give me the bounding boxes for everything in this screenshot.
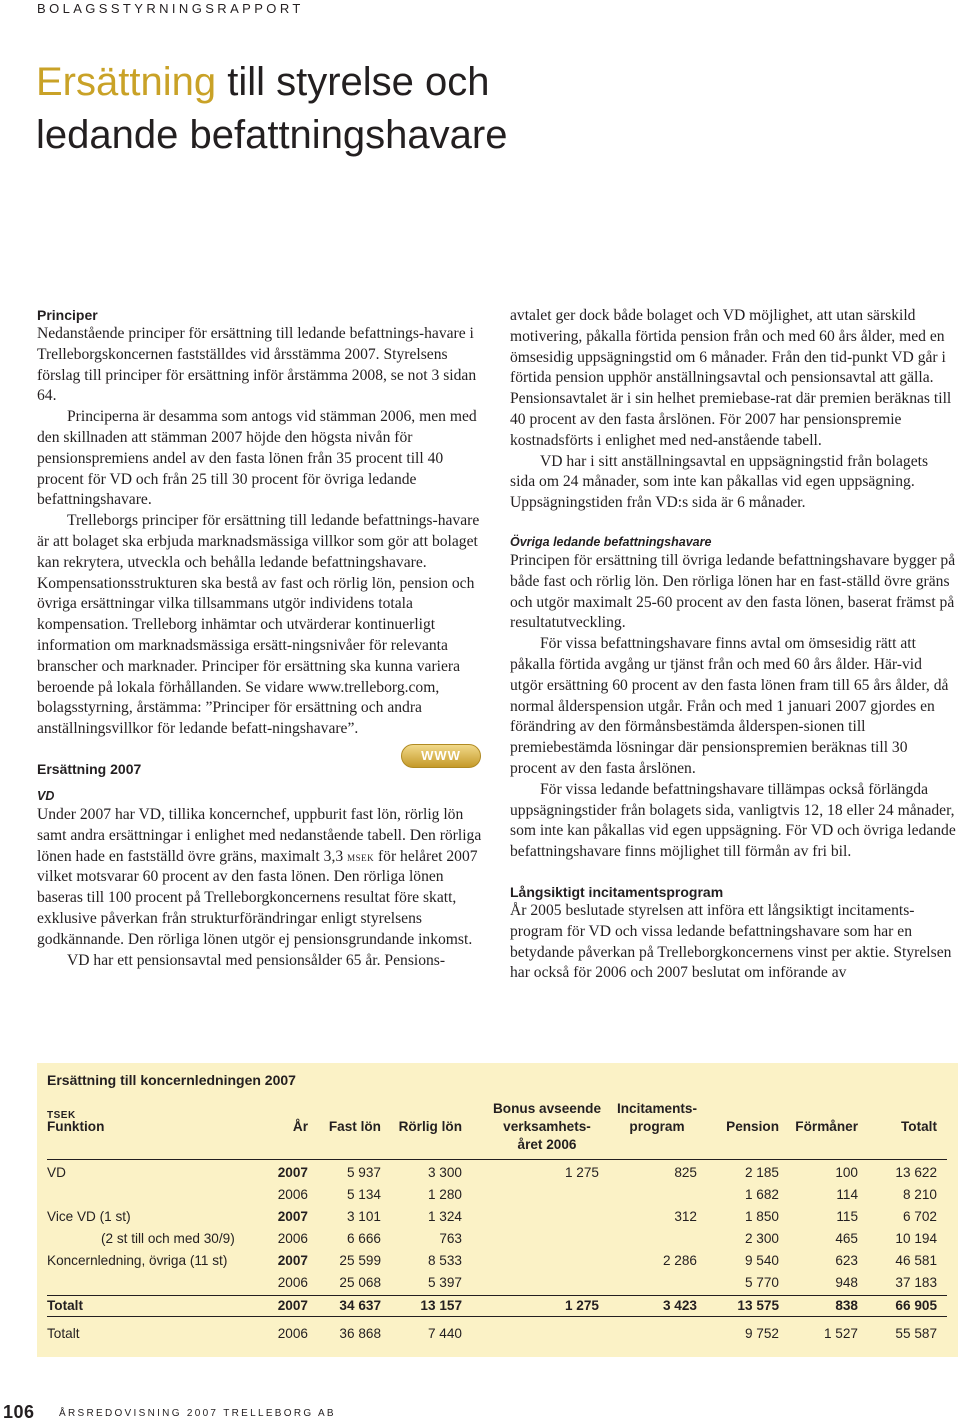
cell-totalt: 37 183 xyxy=(895,1275,937,1290)
cell-incit: 2 286 xyxy=(662,1253,697,1268)
cell-totalt: 55 587 xyxy=(895,1326,937,1341)
cell-ar: 2006 xyxy=(277,1275,308,1290)
table-title: Ersättning till koncernledningen 2007 xyxy=(47,1072,296,1088)
header-pension: Pension xyxy=(726,1119,779,1134)
cell-pension: 9 540 xyxy=(744,1253,779,1268)
cell-bonus: 1 275 xyxy=(564,1298,599,1313)
cell-pension: 13 575 xyxy=(737,1298,779,1313)
cell-rorlig: 1 280 xyxy=(427,1187,462,1202)
cell-totalt: 13 622 xyxy=(895,1165,937,1180)
cell-pension: 5 770 xyxy=(744,1275,779,1290)
cell-formaner: 623 xyxy=(835,1253,858,1268)
ersattning-2007-heading: Ersättning 2007 xyxy=(37,760,142,777)
cell-totalt: 6 702 xyxy=(902,1209,937,1224)
principer-paragraph-2: Principerna är desamma som antogs vid stämman 2006, men med den skillnaden att stämman 2007 höjde den högsta nivån för pensionspremiens andel av den fasta lönen från 35 procent till 40 procent för VD och från 25 till 30 procent för övriga ledande befattningshavare. xyxy=(37,408,477,509)
page-footer xyxy=(3,1402,336,1420)
title-line2: ledande befattningshavare xyxy=(36,113,508,157)
table-unit: TSEK xyxy=(47,1110,76,1121)
cell-rorlig: 763 xyxy=(439,1231,462,1246)
principer-paragraph-1: Nedanstående principer för ersättning till ledande befattnings-havare i Trelleborgskoncernen fastställdes vid årsstämma 2007. Styrelsens förslag till principer för ersättning inför årstämma 2008, se not 3 sidan 64. xyxy=(37,325,477,405)
header-formaner: Förmåner xyxy=(795,1119,858,1134)
cell-formaner: 465 xyxy=(835,1231,858,1246)
principer-heading: Principer xyxy=(37,307,98,323)
cell-funktion: Totalt xyxy=(47,1298,83,1313)
cell-ar: 2006 xyxy=(277,1326,308,1341)
cell-totalt: 8 210 xyxy=(902,1187,937,1202)
page-number: 106 xyxy=(3,1402,35,1420)
header-ar: År xyxy=(292,1119,308,1134)
cell-pension: 1 850 xyxy=(744,1209,779,1224)
cell-funktion: Totalt xyxy=(47,1326,80,1341)
cell-totalt: 46 581 xyxy=(895,1253,937,1268)
total-divider-bottom xyxy=(47,1316,947,1317)
vd-paragraph-1: Under 2007 har VD, tillika koncernchef, uppburit fast lön, rörlig lön samt andra ersättningar i enlighet med nedanstående tabell. Den rörliga lönen hade en fastställd övre gräns, maximalt 3,3 msek för helåret 2007 vilket motsvarar 60 procent av den fasta lönen. Den rörliga lönen baseras till 100 procent på Trelleborgkoncernens resultat före skatt, exklusive påverkan från strukturförändringar enligt styrelsens godkännande. Den rörliga lönen utgör ej pensionsgrundande inkomst. xyxy=(37,805,482,948)
cell-ar: 2007 xyxy=(277,1165,308,1180)
cell-fast: 5 134 xyxy=(346,1187,381,1202)
left-column xyxy=(37,306,483,971)
vd-paragraph-2: VD har ett pensionsavtal med pensionsålder 65 år. Pensions- xyxy=(67,951,446,969)
cell-incit: 825 xyxy=(674,1165,697,1180)
cell-rorlig: 7 440 xyxy=(427,1326,462,1341)
header-divider xyxy=(47,1159,947,1160)
cell-rorlig: 3 300 xyxy=(427,1165,462,1180)
cell-pension: 2 185 xyxy=(744,1165,779,1180)
report-section-label: BOLAGSSTYRNINGSRAPPORT xyxy=(37,1,304,16)
ovriga-paragraph-2: För vissa befattningshavare finns avtal om ömsesidig rätt att påkalla förtida avgång ur tjänst från och med 60 års ålder. Här-vid utgör ersättning 60 procent av den fasta lönen fram till 65 års ålder, då normal ålderspension utgår. Från och med 1 januari 2007 gjordes en förändring av den förmånsbestämda ålderspen-sionen till premiebestämda lösningar där pensionspremien beräknas till 30 procent av den fasta årslönen. xyxy=(510,635,949,777)
cell-ar: 2006 xyxy=(277,1187,308,1202)
ovriga-heading: Övriga ledande befattningshavare xyxy=(510,534,712,549)
title-rest-line1: till styrelse och xyxy=(216,60,490,104)
header-bonus-line2: verksamhets- xyxy=(503,1119,591,1134)
total-divider-top xyxy=(47,1295,947,1296)
cell-totalt: 66 905 xyxy=(895,1298,937,1313)
header-fast-lon: Fast lön xyxy=(328,1119,381,1134)
header-totalt: Totalt xyxy=(901,1119,937,1134)
compensation-table xyxy=(37,1063,958,1357)
cell-formaner: 115 xyxy=(836,1209,858,1224)
page-title xyxy=(36,56,736,162)
cell-fast: 25 068 xyxy=(339,1275,381,1290)
header-funktion: Funktion xyxy=(47,1119,105,1134)
cell-funktion: Koncernledning, övriga (11 st) xyxy=(47,1253,228,1268)
cell-fast: 25 599 xyxy=(339,1253,381,1268)
cell-rorlig: 1 324 xyxy=(427,1209,462,1224)
lti-heading: Långsiktigt incitamentsprogram xyxy=(510,883,724,900)
cell-incit: 312 xyxy=(674,1209,697,1224)
cell-ar: 2007 xyxy=(277,1253,308,1268)
cell-formaner: 948 xyxy=(835,1275,858,1290)
cell-formaner: 1 527 xyxy=(823,1326,858,1341)
cell-rorlig: 5 397 xyxy=(427,1275,462,1290)
header-rorlig-lon: Rörlig lön xyxy=(398,1119,462,1134)
cell-funktion: VD xyxy=(47,1165,66,1180)
cell-ar: 2007 xyxy=(277,1298,308,1313)
cell-rorlig: 8 533 xyxy=(427,1253,462,1268)
cell-rorlig: 13 157 xyxy=(420,1298,462,1313)
cell-pension: 2 300 xyxy=(744,1231,779,1246)
header-bonus-line1: Bonus avseende xyxy=(492,1101,602,1116)
ovriga-paragraph-1: Principen för ersättning till övriga ledande befattningshavare bygger på både fast och rörlig lön. Den rörliga lönen har en fast-ställd övre gräns och utgör maximalt 25-60 procent av den fasta lönen, baserat främst på resultatutveckling. xyxy=(510,551,956,632)
msek-unit: msek xyxy=(347,848,375,864)
cell-funktion: (2 st till och med 30/9) xyxy=(101,1231,235,1246)
cell-pension: 9 752 xyxy=(744,1326,779,1341)
lti-paragraph: År 2005 beslutade styrelsen att införa ett långsiktigt incitaments-program för VD och vissa ledande befattningshavare som har en betydande påverkan på Trelleborgkoncernens vinst per aktie. Styrelsen har också för 2006 och 2007 beslutat om införande av xyxy=(510,901,952,982)
cell-ar: 2006 xyxy=(277,1231,308,1246)
cell-bonus: 1 275 xyxy=(564,1165,599,1180)
ovriga-paragraph-3: För vissa ledande befattningshavare tillämpas också förlängda uppsägningstider från bolagets sida, vanligtvis 12, 18 eller 24 månader, som inte kan påkallas vid egen uppsägning. För VD och övriga ledande befattningshavare finns möjlighet till förmån av fri bil. xyxy=(510,780,956,861)
cell-formaner: 100 xyxy=(835,1165,858,1180)
cell-formaner: 838 xyxy=(835,1298,858,1313)
cell-fast: 34 637 xyxy=(339,1298,381,1313)
cell-fast: 6 666 xyxy=(346,1231,381,1246)
www-link-badge[interactable]: WWW xyxy=(401,744,481,768)
publication-name: ÅRSREDOVISNING 2007 TRELLEBORG AB xyxy=(59,1408,336,1419)
right-column xyxy=(510,306,956,984)
header-incitament-line2: program xyxy=(629,1119,685,1134)
cell-fast: 5 937 xyxy=(346,1165,381,1180)
cell-pension: 1 682 xyxy=(744,1187,779,1202)
header-bonus-line3: året 2006 xyxy=(517,1137,577,1152)
cell-fast: 3 101 xyxy=(346,1209,381,1224)
cell-totalt: 10 194 xyxy=(895,1231,937,1246)
cell-funktion: Vice VD (1 st) xyxy=(47,1209,131,1224)
header-incitament-line1: Incitaments- xyxy=(616,1101,698,1116)
vd-subheading: VD xyxy=(37,788,55,803)
principer-paragraph-3: Trelleborgs principer för ersättning till ledande befattnings-havare är att bolaget ska erbjuda marknadsmässiga villkor som gör att bolaget kan rekrytera, utveckla och behålla ledande befattningshavare. Kompensationsstrukturen ska bestå av fast och rörlig lön, pension och övriga ersättningar vilka tillsammans utgör individens totala kompensation. Trelleborg inhämtar och utvärderar kontinuerligt information om marknadsmässiga ersätt-ningsnivåer för relevanta branscher och marknader. Principer för ersättning ska kunna variera beroende på lokala förhållanden. Se vidare www.trelleborg.com, bolagsstyrning, årstämma: ”Principer för ersättning och andra anställningsvillkor för ledande befatt-ningshavare”. xyxy=(37,512,480,738)
cell-formaner: 114 xyxy=(836,1187,858,1202)
right-paragraph-1: avtalet ger dock både bolaget och VD möjlighet, att utan särskild motivering, påkalla förtida pension från och med 60 års ålder, med en ömsesidig uppsägningstid om 6 månader. Från den tid-punkt VD går i förtida pension upphör anställningsavtal och pensionsavtal att gälla. Pensionsavtalet är i sin helhet premiebase-rat där premien beräknas till 40 procent av den fasta årslönen. För 2007 har pensionspremie kostnadsförts i enlighet med ned-anstående tabell. xyxy=(510,307,952,449)
cell-ar: 2007 xyxy=(277,1209,308,1224)
right-paragraph-2: VD har i sitt anställningsavtal en uppsägningstid från bolagets sida om 24 månader, som inte kan påkallas vid egen uppsägning. Uppsägningstiden från VD:s sida är 6 månader. xyxy=(510,452,929,512)
cell-incit: 3 423 xyxy=(662,1298,697,1313)
cell-fast: 36 868 xyxy=(339,1326,381,1341)
title-accent: Ersättning xyxy=(36,60,217,104)
